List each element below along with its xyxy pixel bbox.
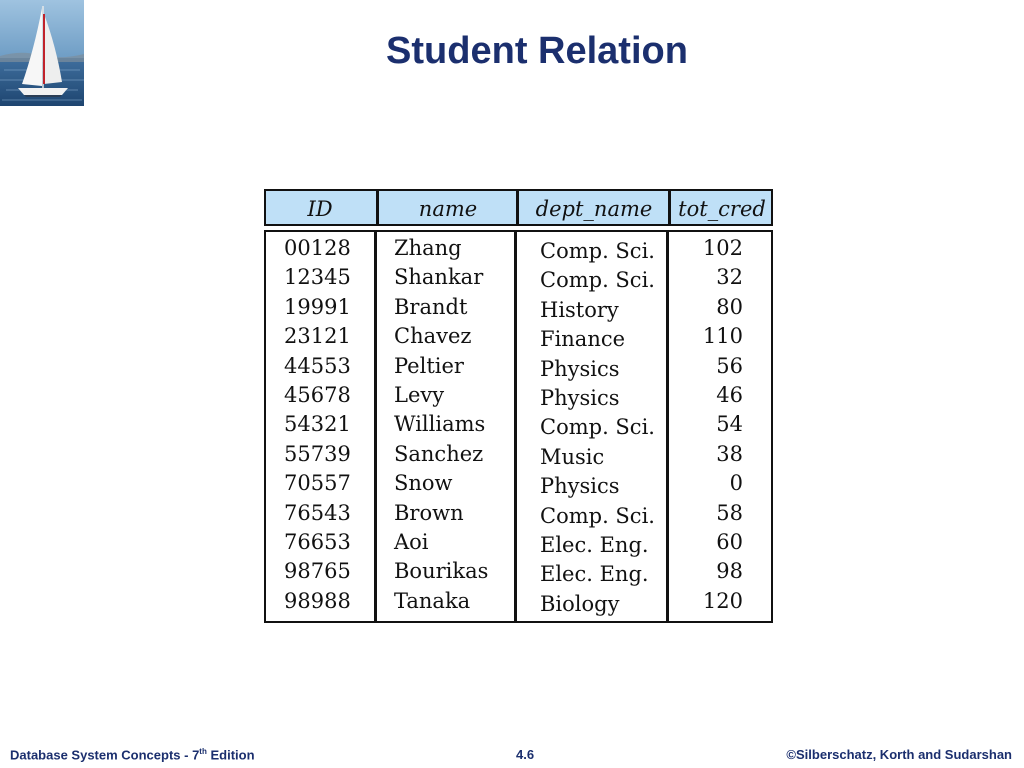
cell-id: 45678 [284,382,351,407]
table-header [264,189,773,226]
cell-name: Brandt [394,294,468,319]
slide-title: Student Relation [386,30,688,72]
cell-dept-name: Physics [540,385,620,410]
book-title-suffix: Edition [206,747,255,763]
cell-name: Bourikas [394,559,489,584]
cell-tot-cred: 80 [716,294,743,319]
cell-id: 55739 [284,441,351,466]
table-row [264,410,773,439]
cell-id: 76543 [284,500,351,525]
table-row [264,499,773,528]
table-row [264,469,773,498]
cell-dept-name: Comp. Sci. [540,239,655,263]
cell-id: 44553 [284,353,351,378]
table-row [264,528,773,557]
table-rows [264,234,773,616]
cell-dept-name: Physics [540,474,620,499]
table-row [264,381,773,410]
book-title-prefix: Database System Concepts - 7 [10,747,200,763]
slide-footer [0,745,1024,765]
page-number: 4.6 [516,747,535,762]
cell-dept-name: Biology [540,591,620,616]
cell-dept-name: Finance [540,327,626,352]
table-row [264,234,773,263]
cell-tot-cred: 120 [702,588,743,613]
cell-tot-cred: 46 [716,382,743,407]
cell-tot-cred: 56 [716,353,743,378]
column-header-tot-cred: tot_cred [678,197,766,221]
cell-id: 76653 [284,529,351,554]
cell-id: 70557 [284,471,351,496]
cell-name: Zhang [394,236,462,260]
column-header-id: ID [307,197,333,221]
cell-tot-cred: 58 [716,500,743,525]
table-row [264,322,773,351]
header-divider [516,191,519,224]
cell-name: Levy [394,382,445,407]
cell-name: Snow [394,471,453,496]
cell-id: 98988 [284,588,351,613]
cell-name: Williams [394,412,486,437]
cell-id: 00128 [284,236,351,260]
table-row [264,587,773,616]
cell-dept-name: Comp. Sci. [540,415,655,440]
table-row [264,557,773,586]
book-title-superscript: th [199,747,207,756]
cell-name: Sanchez [394,441,484,466]
book-title [10,747,255,762]
cell-dept-name: History [540,297,619,322]
cell-name: Shankar [394,265,484,290]
cell-id: 19991 [284,294,351,319]
cell-dept-name: Comp. Sci. [540,503,655,528]
cell-tot-cred: 54 [716,412,743,437]
header-divider [668,191,671,224]
cell-name: Chavez [394,324,472,349]
column-header-name: name [418,197,478,221]
copyright: ©Silberschatz, Korth and Sudarshan [786,747,1012,762]
cell-dept-name: Physics [540,356,620,381]
cell-tot-cred: 98 [716,559,743,584]
cell-id: 54321 [284,412,351,437]
cell-tot-cred: 38 [716,441,743,466]
cell-dept-name: Elec. Eng. [540,562,649,587]
cell-tot-cred: 110 [702,324,743,349]
table-row [264,440,773,469]
table-row [264,293,773,322]
cell-tot-cred: 102 [702,236,743,260]
header-divider [376,191,379,224]
cell-name: Tanaka [394,588,471,613]
cell-tot-cred: 32 [716,265,743,290]
cell-dept-name: Comp. Sci. [540,268,655,293]
cell-name: Brown [394,500,464,525]
cell-id: 12345 [284,265,351,290]
cell-id: 98765 [284,559,351,584]
cell-dept-name: Music [540,444,605,469]
table-row [264,352,773,381]
cell-name: Peltier [394,353,464,378]
cell-tot-cred: 60 [716,529,743,554]
cell-dept-name: Elec. Eng. [540,532,649,557]
cell-id: 23121 [284,324,351,349]
cell-tot-cred: 0 [729,471,743,496]
cell-name: Aoi [394,529,429,554]
column-header-dept-name: dept_name [535,197,653,221]
table-row [264,263,773,292]
